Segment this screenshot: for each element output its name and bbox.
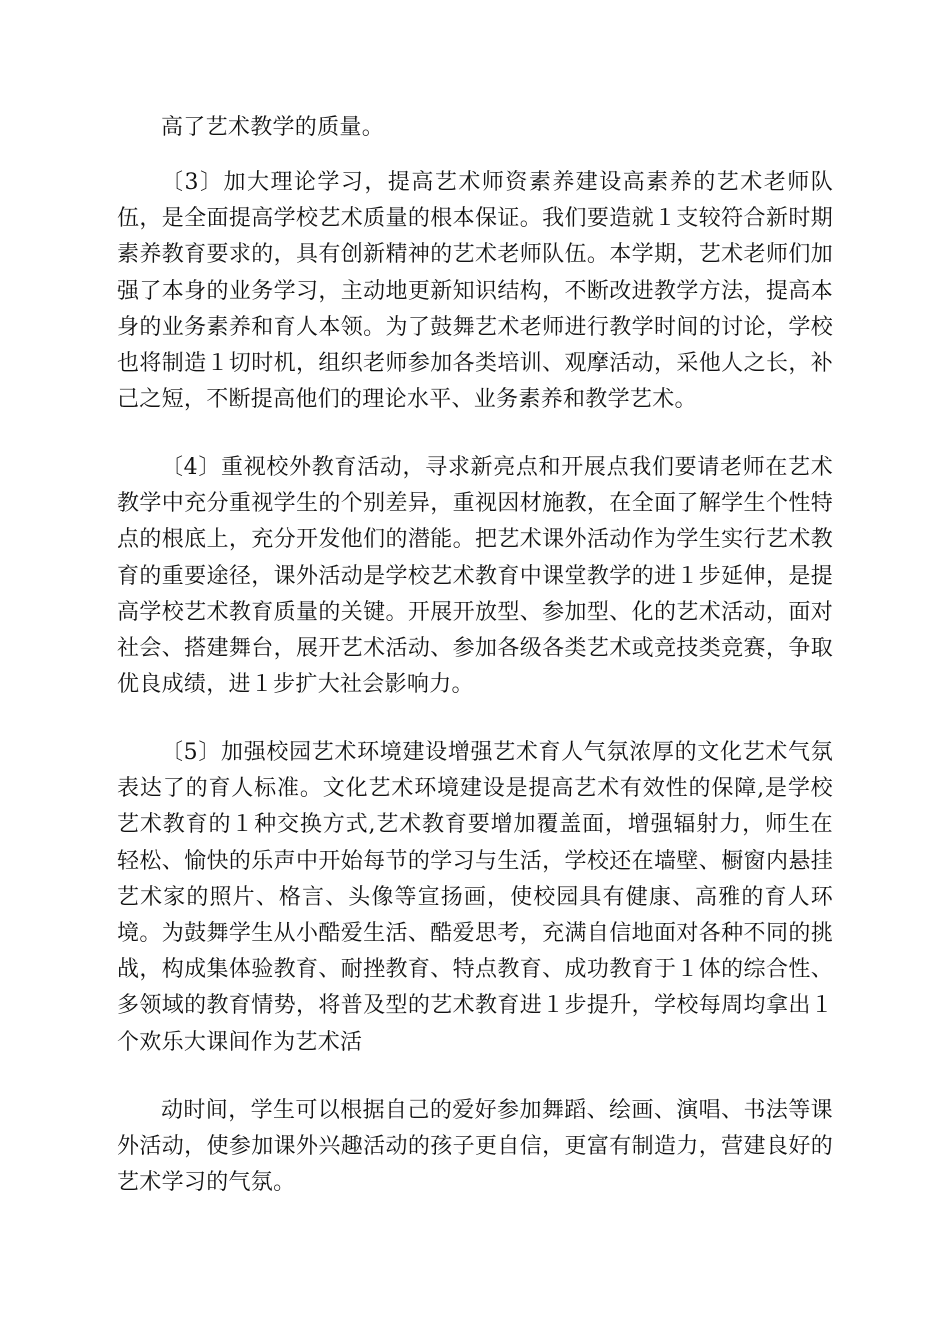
paragraph-4: 〔5〕加强校园艺术环境建设增强艺术育人气氛浓厚的文化艺术气氛表达了的育人标准。文化艺术环境建设是提高艺术有效性的保障,是学校艺术教育的１种交换方式,艺术教育要增加覆盖面，增强辐射力，师生在轻松、愉快的乐声中开始每节的学习与生活，学校还在墙壁、橱窗内悬挂艺术家的照片、格言、头像等宣扬画，使校园具有健康、高雅的育人环境。为鼓舞学生从小酷爱生活、酷爱思考，充满自信地面对各种不同的挑战，构成集体验教育、耐挫教育、特点教育、成功教育于１体的综合性、多领域的教育情势，将普及型的艺术教育进１步提升，学校每周均拿出１个欢乐大课间作为艺术活 bbox=[117, 740, 833, 1055]
paragraph-3: 〔4〕重视校外教育活动，寻求新亮点和开展点我们要请老师在艺术教学中充分重视学生的个别差异，重视因材施教，在全面了解学生个性特点的根底上，充分开发他们的潜能。把艺术课外活动作为学生实行艺术教育的重要途径，课外活动是学校艺术教育中课堂教学的进１步延伸，是提高学校艺术教育质量的关键。开展开放型、参加型、化的艺术活动，面对社会、搭建舞台，展开艺术活动、参加各级各类艺术或竞技类竞赛，争取优良成绩，进１步扩大社会影响力。 bbox=[117, 455, 833, 698]
paragraph-5: 动时间，学生可以根据自己的爱好参加舞蹈、绘画、演唱、书法等课外活动，使参加课外兴趣活动的孩子更自信，更富有制造力，营建良好的艺术学习的气氛。 bbox=[117, 1098, 833, 1196]
paragraph-1: 高了艺术教学的质量。 bbox=[161, 115, 385, 140]
paragraph-2: 〔3〕加大理论学习，提高艺术师资素养建设高素养的艺术老师队伍，是全面提高学校艺术质量的根本保证。我们要造就１支较符合新时期素养教育要求的，具有创新精神的艺术老师队伍。本学期，艺术老师们加强了本身的业务学习，主动地更新知识结构，不断改进教学方法，提高本身的业务素养和育人本领。为了鼓舞艺术老师进行教学时间的讨论，学校也将制造１切时机，组织老师参加各类培训、观摩活动，采他人之长，补己之短，不断提高他们的理论水平、业务素养和教学艺术。 bbox=[117, 170, 833, 413]
